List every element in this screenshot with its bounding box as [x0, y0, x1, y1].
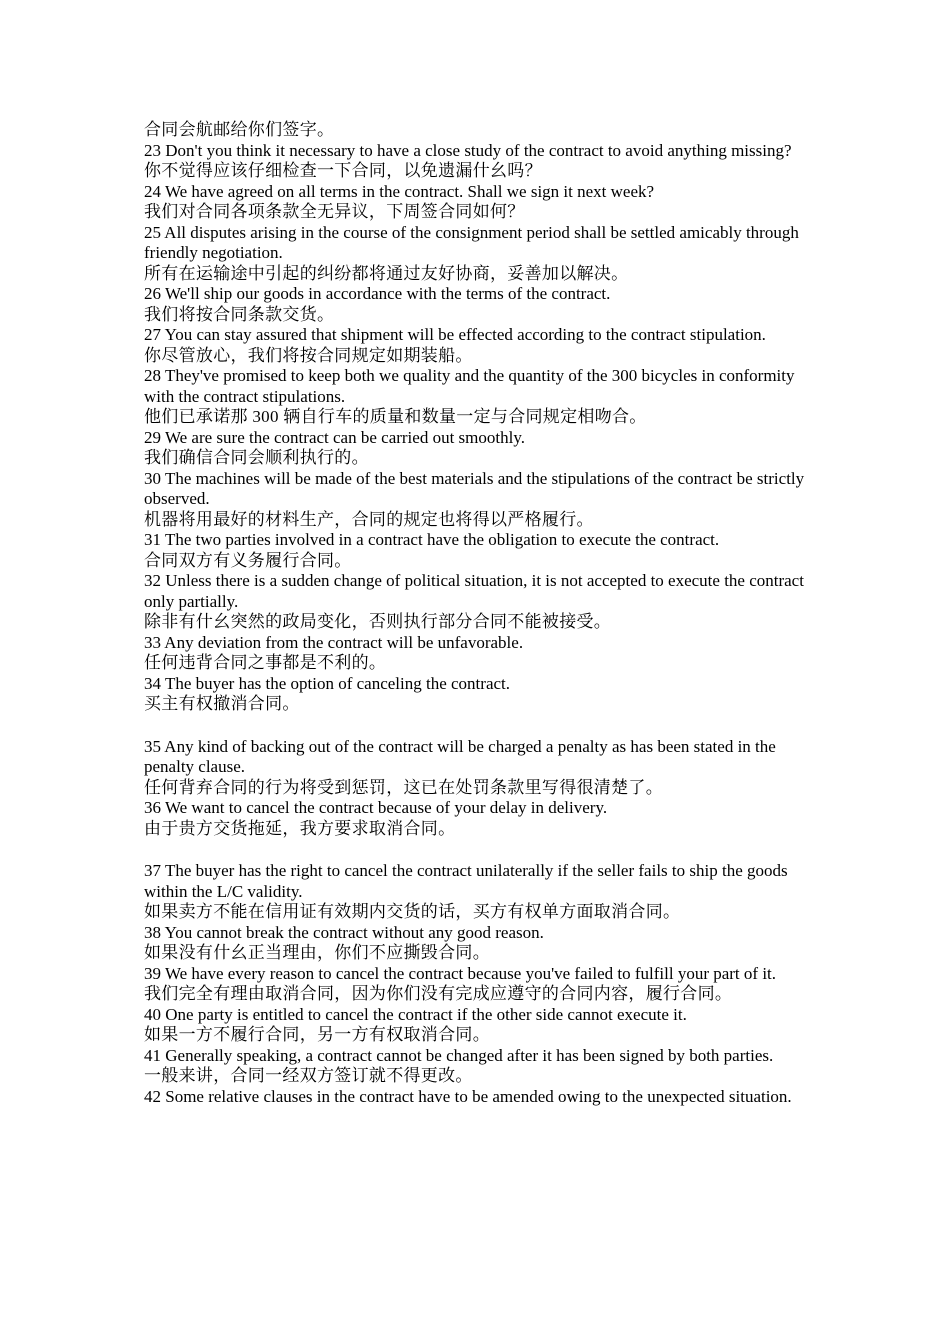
paragraph-gap	[144, 715, 810, 737]
english-sentence-line: 39 We have every reason to cancel the contract because you've failed to fulfill your part of it.	[144, 963, 777, 983]
chinese-translation-line: 合同会航邮给你们签字。	[144, 120, 335, 139]
english-sentence-line: 41 Generally speaking, a contract cannot be changed after it has been signed by both parties.	[144, 1045, 774, 1065]
english-sentence-line: 29 We are sure the contract can be carried out smoothly.	[144, 427, 525, 447]
english-sentence-line: 30 The machines will be made of the best materials and the stipulations of the contract be strictly observed.	[144, 468, 805, 508]
chinese-translation-line: 除非有什幺突然的政局变化，否则执行部分合同不能被接受。	[144, 612, 612, 631]
english-sentence-line: 37 The buyer has the right to cancel the contract unilaterally if the seller fails to ship the goods within the L/C validity.	[144, 861, 788, 901]
english-sentence-line: 27 You can stay assured that shipment will be effected according to the contract stipulation.	[144, 325, 766, 344]
english-sentence-line: 25 All disputes arising in the course of the consignment period shall be settled amicably through friendly negotiation.	[144, 222, 799, 262]
english-sentence-line: 40 One party is entitled to cancel the contract if the other side cannot execute it.	[144, 1004, 687, 1024]
chinese-translation-line: 我们完全有理由取消合同，因为你们没有完成应遵守的合同内容，履行合同。	[144, 984, 733, 1003]
chinese-translation-line: 所有在运输途中引起的纠纷都将通过友好协商，妥善加以解决。	[144, 263, 629, 283]
english-sentence-line: 34 The buyer has the option of canceling the contract.	[144, 673, 511, 693]
chinese-translation-line: 你不觉得应该仔细检查一下合同，以免遗漏什幺吗？	[144, 161, 542, 180]
english-sentence-line: 32 Unless there is a sudden change of political situation, it is not accepted to execute the contract only partially.	[144, 571, 804, 611]
paragraph-gap	[144, 839, 810, 861]
chinese-translation-line: 他们已承诺那 300 辆自行车的质量和数量一定与合同规定相吻合。	[144, 407, 647, 426]
chinese-translation-line: 合同双方有义务履行合同。	[144, 550, 352, 570]
english-sentence-line: 33 Any deviation from the contract will be unfavorable.	[144, 632, 524, 652]
english-sentence-line: 35 Any kind of backing out of the contract will be charged a penalty as has been stated in the penalty clause.	[144, 736, 776, 776]
english-sentence-line: 24 We have agreed on all terms in the contract. Shall we sign it next week?	[144, 181, 655, 201]
english-sentence-line: 23 Don't you think it necessary to have a close study of the contract to avoid anything missing?	[144, 140, 792, 160]
chinese-translation-line: 机器将用最好的材料生产，合同的规定也将得以严格履行。	[144, 509, 594, 529]
chinese-translation-line: 我们确信合同会顺利执行的。	[144, 448, 369, 467]
chinese-translation-line: 如果卖方不能在信用证有效期内交货的话，买方有权单方面取消合同。	[144, 902, 681, 921]
chinese-translation-line: 由于贵方交货拖延，我方要求取消合同。	[144, 818, 456, 838]
chinese-translation-line: 如果没有什幺正当理由，你们不应撕毁合同。	[144, 943, 490, 962]
english-sentence-line: 31 The two parties involved in a contract have the obligation to execute the contract.	[144, 530, 720, 549]
english-sentence-line: 26 We'll ship our goods in accordance with the terms of the contract.	[144, 284, 611, 303]
chinese-translation-line: 你尽管放心，我们将按合同规定如期装船。	[144, 345, 473, 365]
chinese-translation-line: 如果一方不履行合同，另一方有权取消合同。	[144, 1025, 490, 1044]
chinese-translation-line: 任何背弃合同的行为将受到惩罚，这已在处罚条款里写得很清楚了。	[144, 777, 663, 797]
chinese-translation-line: 我们对合同各项条款全无异议，下周签合同如何？	[144, 202, 525, 221]
english-sentence-line: 28 They've promised to keep both we quality and the quantity of the 300 bicycles in conformity with the contract stipulations.	[144, 366, 795, 406]
chinese-translation-line: 任何违背合同之事都是不利的。	[144, 653, 387, 672]
document-body	[144, 120, 810, 1107]
english-sentence-line: 36 We want to cancel the contract because of your delay in delivery.	[144, 798, 608, 817]
english-sentence-line: 42 Some relative clauses in the contract have to be amended owing to the unexpected situation.	[144, 1086, 792, 1106]
english-sentence-line: 38 You cannot break the contract without any good reason.	[144, 922, 544, 942]
chinese-translation-line: 我们将按合同条款交货。	[144, 304, 335, 324]
chinese-translation-line: 一般来讲，合同一经双方签订就不得更改。	[144, 1066, 473, 1085]
chinese-translation-line: 买主有权撤消合同。	[144, 694, 300, 713]
